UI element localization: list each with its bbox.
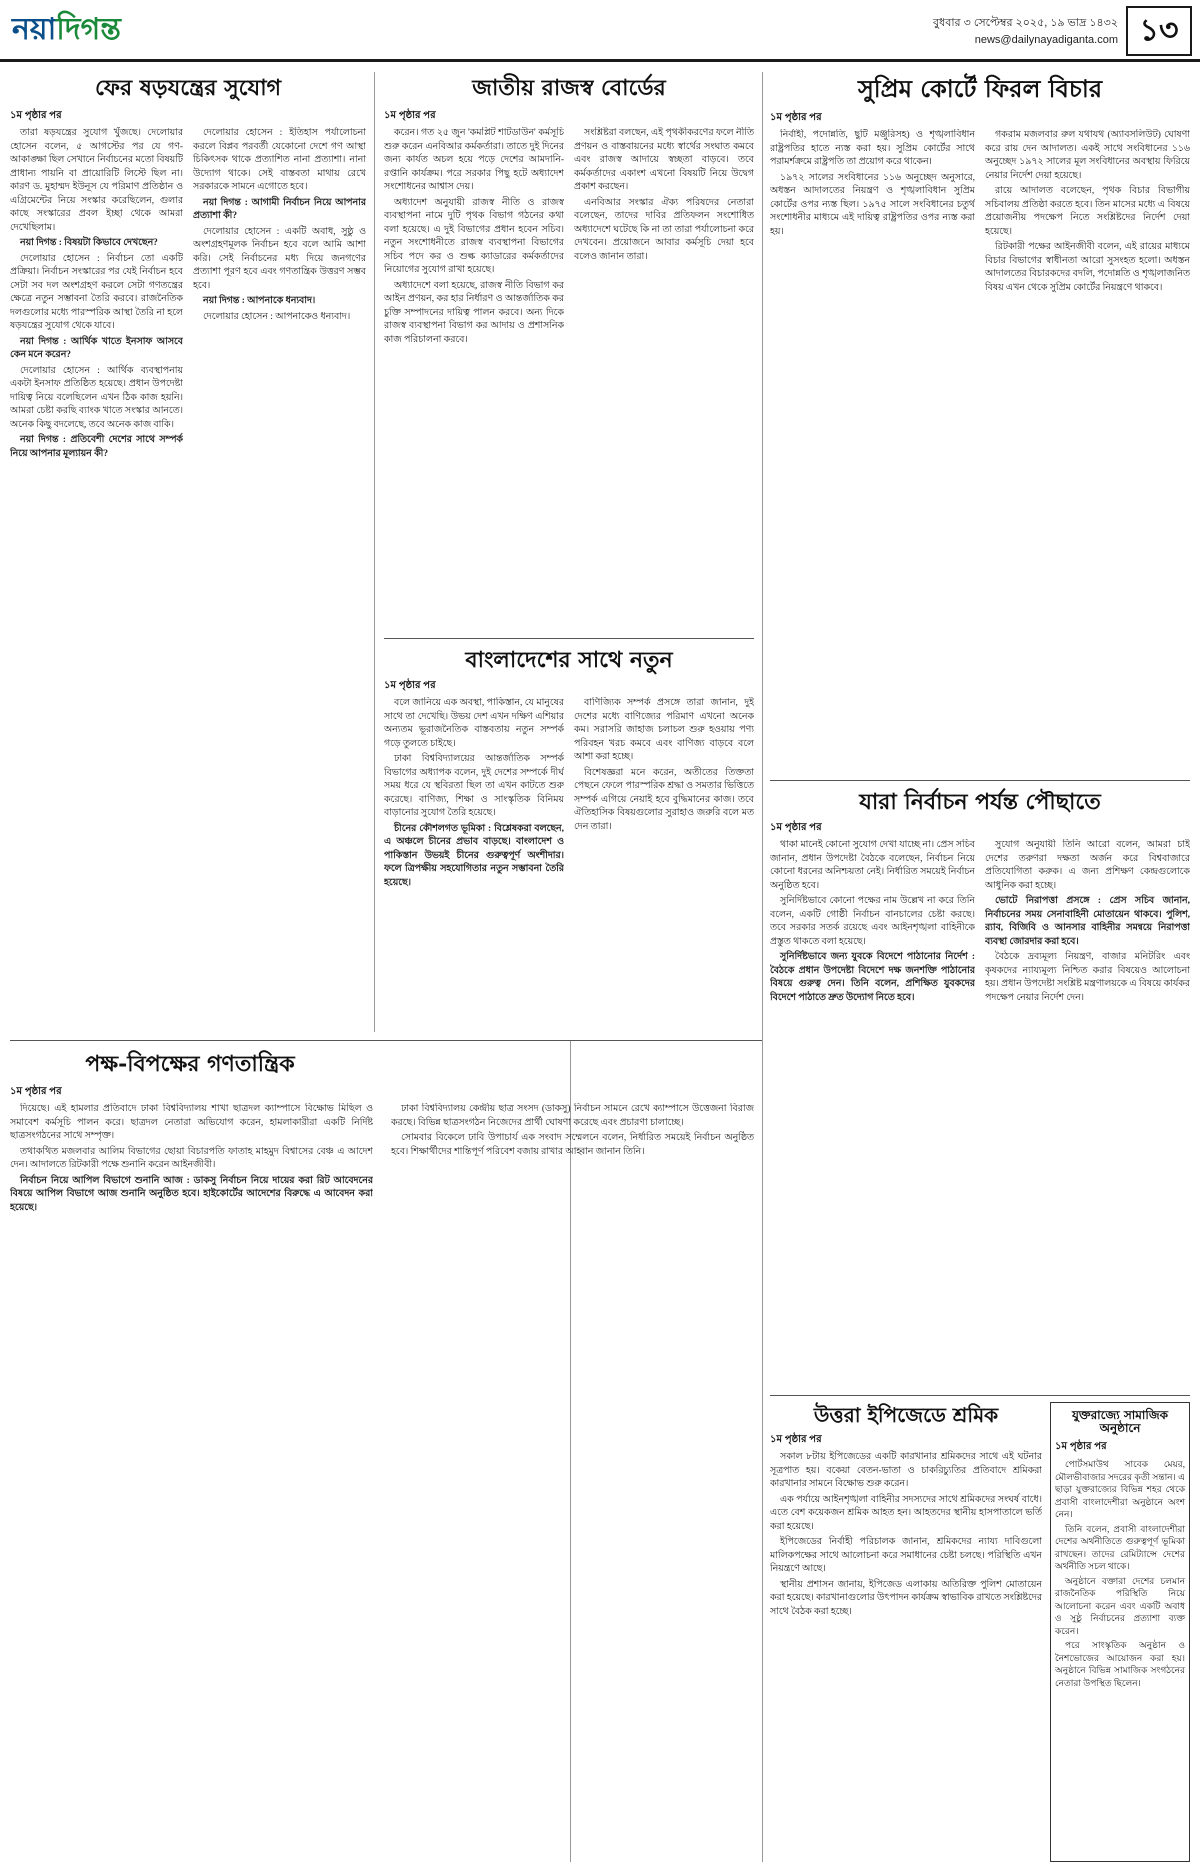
paragraph: চীনের কৌশলগত ভূমিকা : বিশ্লেষকরা বলছেন, এ অঞ্চলে চীনের প্রভাব বাড়ছে। বাংলাদেশ ও পাকিস্তান উভয়ই চীনের গুরুত্বপূর্ণ অংশীদার। ফলে ত্রিপক্ষীয় সহযোগিতার নতুন সম্ভাবনা তৈরি হয়েছে। — [384, 823, 564, 888]
paragraph: ইপিজেডের নির্বাহী পরিচালক জানান, শ্রমিকদের ন্যায্য দাবিগুলো মালিকপক্ষের সাথে আলোচনা করে সমাধানের চেষ্টা চলছে। পরিস্থিতি এখন নিয়ন্ত্রণে আছে। — [770, 1537, 1042, 1574]
paragraph: সোমবার বিকেলে ঢাবি উপাচার্য এক সংবাদ সম্মেলনে বলেন, নির্ধারিত সময়েই নির্বাচন অনুষ্ঠিত হবে। শিক্ষার্থীদের শান্তিপূর্ণ পরিবেশ বজায় রাখার আহ্বান জানান তিনি। — [391, 1133, 754, 1157]
article-headline[interactable]: জাতীয় রাজস্ব বোর্ডের — [472, 75, 666, 101]
contact-email[interactable]: news@dailynayadiganta.com — [974, 34, 1118, 46]
article-until-election — [770, 788, 1190, 1388]
article-body — [10, 1103, 373, 1217]
paragraph: থাকা মানেই কোনো সুযোগ দেখা যাচ্ছে না। প্রেস সচিব জানান, প্রধান উপদেষ্টা বৈঠকে বলেছেন, নির্বাচন নিয়ে কোনো ধরনের অনিশ্চয়তা নেই। নির্ধারিত সময়েই নির্বাচন অনুষ্ঠিত হবে। — [770, 840, 975, 891]
paragraph: পরে সাংস্কৃতিক অনুষ্ঠান ও নৈশভোজের আয়োজন করা হয়। অনুষ্ঠানে বিভিন্ন সামাজিক সংগঠনের নেতারা উপস্থিত ছিলেন। — [1055, 1640, 1185, 1688]
column-divider — [374, 72, 375, 1032]
paragraph: ভোটে নিরাপত্তা প্রসঙ্গে : প্রেস সচিব জানান, নির্বাচনের সময় সেনাবাহিনী মোতায়েন থাকবে। পুলিশ, র‍্যাব, বিজিবি ও আনসার বাহিনীর সমন্বয়ে নিরাপত্তা ব্যবস্থা জোরদার করা হবে। — [985, 896, 1190, 947]
article-epz-workers — [770, 1402, 1042, 1862]
paragraph: ঢাকা বিশ্ববিদ্যালয়ের আন্তর্জাতিক সম্পর্ক বিভাগের অধ্যাপক বলেন, দুই দেশের সম্পর্কে দীর্ঘ সময় ধরে যে স্থবিরতা ছিল তা এখন কাটতে শুরু করেছে। বাণিজ্য, শিক্ষা ও সাংস্কৃতিক বিনিময় বাড়ানোর সুযোগ তৈরি হয়েছে। — [384, 754, 564, 819]
article-headline[interactable]: উত্তরা ইপিজেডে শ্রমিক — [813, 1403, 999, 1427]
paragraph: বিশেষজ্ঞরা মনে করেন, অতীতের তিক্ততা পেছনে ফেলে পারস্পরিক শ্রদ্ধা ও সমতার ভিত্তিতে সম্পর্ক এগিয়ে নেয়াই হবে বুদ্ধিমানের কাজ। তবে ঐতিহাসিক বিষয়গুলোর সুরাহাও জরুরি বলে মত দেন তারা। — [574, 767, 754, 832]
paragraph: নয়া দিগন্ত : প্রতিবেশী দেশের সাথে সম্পর্ক নিয়ে আপনার মূল্যায়ন কী? — [10, 435, 183, 459]
article-body — [985, 129, 1190, 297]
section-divider — [10, 1040, 762, 1041]
article-body — [384, 697, 564, 892]
article-body — [1055, 1458, 1185, 1689]
article-democratic-sides — [10, 1048, 754, 1862]
article-headline[interactable]: পক্ষ-বিপক্ষের গণতান্ত্রিক — [85, 1051, 295, 1077]
article-body — [384, 127, 564, 349]
article-body — [770, 1451, 1042, 1619]
paragraph: ঢাকা বিশ্ববিদ্যালয় কেন্দ্রীয় ছাত্র সংসদ (ডাকসু) নির্বাচন সামনে রেখে ক্যাম্পাসে উত্তেজনা বিরাজ করছে। বিভিন্ন ছাত্রসংগঠন নিজেদের প্রার্থী ঘোষণা করেছে এবং প্রচারণা চালাচ্ছে। — [391, 1104, 754, 1128]
article-bangladesh-relations — [384, 646, 754, 1032]
paragraph: পোর্টসমাউথ সাবেক মেয়র, মৌলভীবাজার সদরের কৃতী সন্তান। এ ছাড়া যুক্তরাজ্যের বিভিন্ন শহর থেকে প্রবাসী বাংলাদেশীরা অনুষ্ঠানে অংশ নেন। — [1055, 1459, 1185, 1520]
section-divider — [770, 780, 1190, 781]
paragraph: নির্বাহী, পদোন্নতি, ছুটি মঞ্জুরিসহ) ও শৃঙ্খলাবিধান রাষ্ট্রপতির হাতে ন্যস্ত করা হয়। সুপ্রিম কোর্টের সাথে পরামর্শক্রমে রাষ্ট্রপতি তা প্রয়োগ করে থাকেন। — [770, 130, 975, 168]
article-nbr — [384, 72, 754, 632]
paragraph: দেলোয়ার হোসেন : একটি অবাধ, সুষ্ঠু ও অংশগ্রহণমূলক নির্বাচন হবে বলে আমি আশা করি। সেই নির্বাচনের মধ্য দিয়ে জনগণের প্রত্যাশা পূরণ হবে এবং গণতান্ত্রিক উত্তরণ সম্ভব হবে। — [193, 226, 366, 291]
paragraph: দেলোয়ার হোসেন : আপনাকেও ধন্যবাদ। — [203, 311, 351, 322]
paragraph: নয়া দিগন্ত : বিষয়টা কিভাবে দেখছেন? — [20, 238, 158, 249]
article-body — [574, 697, 754, 892]
continued-from: ১ম পৃষ্ঠার পর — [770, 1434, 822, 1445]
continued-from: ১ম পৃষ্ঠার পর — [1055, 1441, 1107, 1453]
paragraph: বৈঠকে দ্রব্যমূল্য নিয়ন্ত্রণ, বাজার মনিটরিং এবং কৃষকদের ন্যায্যমূল্য নিশ্চিত করার বিষয়েও আলোচনা হয়। প্রধান উপদেষ্টা সংশ্লিষ্ট মন্ত্রণালয়কে এ বিষয়ে কার্যকর পদক্ষেপ নেয়ার নির্দেশ দেন। — [985, 952, 1190, 1003]
paragraph: রায়ে আদালত বলেছেন, পৃথক বিচার বিভাগীয় সচিবালয় প্রতিষ্ঠা করতে হবে। তিন মাসের মধ্যে এ বিষয়ে প্রয়োজনীয় পদক্ষেপ নিতে সংশ্লিষ্টদের নির্দেশ দেয়া হয়েছে। — [985, 186, 1190, 237]
paragraph: তথাকথিত মজলবার আলিম বিভাগের ছোয়া বিচারপতি ফাতাহ মাহমুদ বিশ্বাসের বেঞ্চ এ আদেশ দেন। আদালতে রিটকারী পক্ষে শুনানি করেন আইনজীবী। — [10, 1146, 373, 1171]
paragraph: দিয়েছে। এই হামলার প্রতিবাদে ঢাকা বিশ্ববিদ্যালয় শাখা ছাত্রদল ক্যাম্পাসে বিক্ষোভ মিছিল ও সমাবেশ কর্মসূচি পালন করে। ছাত্রদল নেতারা অভিযোগ করেন, হামলাকারীরা একটি নির্দিষ্ট ছাত্রসংগঠনের সাথে সম্পৃক্ত। — [10, 1104, 373, 1142]
column-divider — [762, 72, 763, 1862]
paragraph: নয়া দিগন্ত : আগামী নির্বাচন নিয়ে আপনার প্রত্যাশা কী? — [193, 197, 366, 222]
article-headline[interactable]: ফের ষড়যন্ত্রের সুযোগ — [95, 75, 281, 101]
article-body — [574, 127, 754, 349]
continued-from: ১ম পৃষ্ঠার পর — [770, 822, 822, 834]
paragraph: বাণিজ্যিক সম্পর্ক প্রসঙ্গে তারা জানান, দুই দেশের মধ্যে বাণিজ্যের পরিমাণ এখনো অনেক কম। সরাসরি জাহাজ চলাচল শুরু হওয়ায় পণ্য পরিবহন খরচ কমবে এবং বাণিজ্য বাড়বে বলে আশা করা হচ্ছে। — [574, 698, 754, 763]
continued-from: ১ম পৃষ্ঠার পর — [10, 110, 62, 122]
article-headline[interactable]: যুক্তরাজ্যে সামাজিক অনুষ্ঠানে — [1072, 1408, 1168, 1436]
paragraph: সংশ্লিষ্টরা বলছেন, এই পৃথকীকরণের ফলে নীতি প্রণয়ন ও বাস্তবায়নের মধ্যে স্বার্থের সংঘাত কমবে এবং রাজস্ব আদায়ে স্বচ্ছতা বাড়বে। তবে কর্মকর্তাদের একাংশ এখনো বিষয়টি নিয়ে উদ্বেগ প্রকাশ করছেন। — [574, 128, 754, 193]
continued-from: ১ম পৃষ্ঠার পর — [10, 1086, 62, 1098]
paragraph: রিটকারী পক্ষের আইনজীবী বলেন, এই রায়ের মাধ্যমে বিচার বিভাগের স্বাধীনতা আরো সুসংহত হলো। অধস্তন আদালতের বিচারকদের বদলি, পদোন্নতি ও শৃঙ্খলাজনিত বিষয় এখন থেকে সুপ্রিম কোর্টের নিয়ন্ত্রণে থাকবে। — [985, 242, 1190, 293]
article-headline[interactable]: সুপ্রিম কোর্টে ফিরল বিচার — [857, 74, 1103, 103]
paragraph: নির্বাচন নিয়ে আপিল বিভাগে শুনানি আজ : ডাকসু নির্বাচন নিয়ে দায়ের করা রিট আবেদনের বিষয়ে আপিল বিভাগে আজ শুনানি অনুষ্ঠিত হবে। হাইকোর্টের আদেশের বিরুদ্ধে এ আবেদন করা হয়েছে। — [10, 1175, 373, 1213]
paragraph: স্থানীয় প্রশাসন জানায়, ইপিজেড এলাকায় অতিরিক্ত পুলিশ মোতায়েন করা হয়েছে। কারখানাগুলোর উৎপাদন কার্যক্রম স্বাভাবিক রাখতে সংশ্লিষ্টদের সাথে বৈঠক করা হচ্ছে। — [770, 1579, 1042, 1617]
paragraph: নয়া দিগন্ত : আপনাকে ধন্যবাদ। — [203, 296, 316, 307]
paragraph: এনবিআর সংস্কার ঐক্য পরিষদের নেতারা বলেছেন, তাদের দাবির প্রতিফলন সংশোধিত অধ্যাদেশে ঘটেছে কি না তা তারা পর্যালোচনা করে দেখবেন। প্রয়োজনে আবার কর্মসূচি দেয়া হবে বলেও জানান তারা। — [574, 197, 754, 262]
logo-part-1: নয়া — [12, 11, 57, 47]
logo-text — [12, 5, 121, 56]
article-body — [985, 839, 1190, 1007]
paragraph: অধ্যাদেশে বলা হয়েছে, রাজস্ব নীতি বিভাগ কর আইন প্রণয়ন, কর হার নির্ধারণ ও আন্তর্জাতিক কর চুক্তি সম্পাদনের দায়িত্ব পালন করবে। অন্য দিকে রাজস্ব ব্যবস্থাপনা বিভাগ কর আদায় ও প্রশাসনিক কাজ পরিচালনা করবে। — [384, 280, 564, 345]
continued-from: ১ম পৃষ্ঠার পর — [770, 112, 822, 124]
paragraph: সুনির্দিষ্টভাবে কোনো পক্ষের নাম উল্লেখ না করে তিনি বলেন, একটি গোষ্ঠী নির্বাচন বানচালের চেষ্টা করছে। তবে সরকার সতর্ক রয়েছে এবং আইনশৃঙ্খলা বাহিনীকে প্রস্তুত থাকতে বলা হয়েছে। — [770, 896, 975, 947]
article-supreme-court — [770, 72, 1190, 772]
newspaper-logo[interactable] — [12, 10, 121, 50]
paragraph: সুযোগ অনুযায়ী তিনি আরো বলেন, আমরা চাই দেশের তরুণরা দক্ষতা অর্জন করে বিশ্ববাজারে প্রতিযোগিতা করুক। এ জন্য প্রশিক্ষণ কেন্দ্রগুলোকে আধুনিক করা হচ্ছে। — [985, 840, 1190, 891]
paragraph: নয়া দিগন্ত : আর্থিক খাতে ইনসাফ আসবে কেন মনে করেন? — [10, 336, 183, 361]
paragraph: ১৯৭২ সালের সংবিধানের ১১৬ অনুচ্ছেদ অনুসারে, অধস্তন আদালতের নিয়ন্ত্রণ ও শৃঙ্খলাবিধান সুপ্রিম কোর্টের ওপর ন্যস্ত ছিল। ১৯৭৫ সালে সংবিধানের চতুর্থ সংশোধনীর মাধ্যমে এই দায়িত্ব রাষ্ট্রপতির ওপর ন্যস্ত করা হয়। — [770, 172, 975, 237]
article-headline[interactable]: বাংলাদেশের সাথে নতুন — [465, 647, 673, 673]
paragraph: গকরাম মজলবার রুল যথাযথ (অ্যাবসলিউট) ঘোষণা করে রায় দেন আদালত। একই সাথে সংবিধানের ১১৬ অনুচ্ছেদ ১৯৭২ সালের মূল সংবিধানের অবস্থায় ফিরিয়ে নেয়ার নির্দেশ দেয়া হয়েছে। — [985, 130, 1190, 181]
paragraph: দেলোয়ার হোসেন : আর্থিক ব্যবস্থাপনায় একটা ইনসাফ প্রতিষ্ঠিত হয়েছে। প্রধান উপদেষ্টা দায়িত্ব নিয়ে বলেছিলেন এখন ঠিক কাজ হয়নি। আমরা চেষ্টা করছি ব্যাংক খাতে সংস্কার আনতে। অনেক কিছু বদলেছে, তবে অনেক কাজ বাকি। — [10, 365, 183, 430]
masthead — [0, 0, 1200, 62]
paragraph: বলে জানিয়ে এক অবস্থা, পাকিস্তান, যে মানুষের সাথে তা দেখেছি। উভয় দেশ এখন দক্ষিণ এশিয়ার অন্যতম ভূরাজনৈতিক বাস্তবতায় নতুন সম্পর্ক গড়ে তুলতে চাইছে। — [384, 698, 564, 749]
issue-date: বুধবার ৩ সেপ্টেম্বর ২০২৫, ১৯ ভাদ্র ১৪৩২ — [932, 17, 1118, 29]
section-divider — [770, 1395, 1190, 1396]
logo-part-2: দিগন্ত — [56, 11, 121, 47]
paragraph: অধ্যাদেশ অনুযায়ী রাজস্ব নীতি ও রাজস্ব ব্যবস্থাপনা নামে দুটি পৃথক বিভাগ গঠনের কথা বলা হয়েছে। এ দুই বিভাগের প্রধান হবেন সচিব। নতুন সংশোধনীতে রাজস্ব ব্যবস্থাপনা বিভাগের সচিব পদে কর ও শুল্ক ক্যাডারের কর্মকর্তাদের নিয়োগের সুযোগ রাখা হয়েছে। — [384, 197, 564, 276]
continued-from: ১ম পৃষ্ঠার পর — [384, 110, 436, 122]
article-body — [770, 839, 975, 1007]
article-headline[interactable]: যারা নির্বাচন পর্যন্ত পৌছাতে — [859, 789, 1101, 815]
paragraph: করেন। গত ২৫ জুন 'কমপ্লিট শাটডাউন' কর্মসূচি শুরু করেন এনবিআর কর্মকর্তারা। তাতে দুই দিনের জন্য কার্যত অচল হয়ে পড়ে দেশের আমদানি-রপ্তানি কার্যক্রম। পরে সরকার পিছু হটে অধ্যাদেশ সংশোধনের আশ্বাস দেয়। — [384, 128, 564, 193]
article-conspiracy — [10, 72, 366, 1032]
paragraph: দেলোয়ার হোসেন : ইতিহাস পর্যালোচনা করলে বিপ্লব পরবর্তী যেকোনো দেশে গণ আস্থা চিকিৎসক থাকে প্রত্যাশিত নানা প্রত্যাশা। নানা উদ্যোগ থাকে। সেই বাস্তবতা মাথায় রেখে সরকারকে সামনে এগোতে হবে। — [193, 128, 366, 193]
paragraph: তারা ষড়যন্ত্রের সুযোগ খুঁজছে। দেলোয়ার হোসেন বলেন, ৫ আগস্টের পর যে গণ-আকাঙ্ক্ষা ছিল সেখানে নির্বাচনের মতো বিষয়টি প্রাধান্য পায়নি বা প্রায়োরিটি লিস্টে ছিল না। কারণ ড. মুহাম্মদ ইউনূস যে পরিমাণ প্রতিষ্ঠান ও এগ্রিমেন্টের নিয়ে সংস্কার করেছিলেন, গুলার কাছে সংস্কারের প্রবল ইচ্ছা থেকে আমরা দেখেছিলাম। — [10, 128, 183, 233]
article-body — [770, 129, 975, 297]
paragraph: সকাল ৮টায় ইপিজেডের একটি কারখানার শ্রমিকদের সাথে এই ঘটনার সূত্রপাত হয়। বকেয়া বেতন-ভাতা ও চাকরিচ্যুতির প্রতিবাদে শ্রমিকরা কারখানার সামনে বিক্ষোভ শুরু করেন। — [770, 1452, 1042, 1489]
article-body — [391, 1103, 754, 1217]
article-body — [10, 127, 183, 463]
paragraph: এক পর্যায়ে আইনশৃঙ্খলা বাহিনীর সদস্যদের সাথে শ্রমিকদের সংঘর্ষ বাধে। এতে বেশ কয়েকজন শ্রমিক আহত হন। আহতদের স্থানীয় হাসপাতালে ভর্তি করা হয়েছে। — [770, 1494, 1042, 1532]
paragraph: সুনির্দিষ্টভাবে জন্য যুবকে বিদেশে পাঠানোর নির্দেশ : বৈঠকে প্রধান উপদেষ্টা বিদেশে দক্ষ জনশক্তি পাঠানোর বিষয়ে গুরুত্ব দেন। তিনি বলেন, প্রশিক্ষিত যুবকদের বিদেশে পাঠাতে দ্রুত উদ্যোগ নিতে হবে। — [770, 952, 975, 1003]
paragraph: দেলোয়ার হোসেন : নির্বাচন তো একটি প্রক্রিয়া। নির্বাচন সংস্কারের পর যেই নির্বাচন হবে সেটা সব দল অংশগ্রহণ করলে সেটা গণতন্ত্রের ক্ষেত্রে নতুন সম্ভাবনা তৈরি করবে। রাজনৈতিক দলগুলোর মধ্যে পারস্পরিক আস্থা তৈরি না হলে ষড়যন্ত্রের সুযোগ থেকে যাবে। — [10, 253, 183, 332]
paragraph: তিনি বলেন, প্রবাসী বাংলাদেশীরা দেশের অর্থনীতিতে গুরুত্বপূর্ণ ভূমিকা রাখছেন। তাদের রেমিট্যান্সে দেশের অর্থনীতি সচল থাকে। — [1055, 1523, 1185, 1572]
page-number: ১৩ — [1126, 6, 1192, 56]
article-uk-social-event — [1050, 1402, 1190, 1862]
section-divider — [384, 638, 754, 639]
paragraph: অনুষ্ঠানে বক্তারা দেশের চলমান রাজনৈতিক পরিস্থিতি নিয়ে আলোচনা করেন এবং একটি অবাধ ও সুষ্ঠু নির্বাচনের প্রত্যাশা ব্যক্ত করেন। — [1055, 1575, 1185, 1636]
continued-from: ১ম পৃষ্ঠার পর — [384, 680, 436, 692]
article-body — [193, 127, 366, 463]
